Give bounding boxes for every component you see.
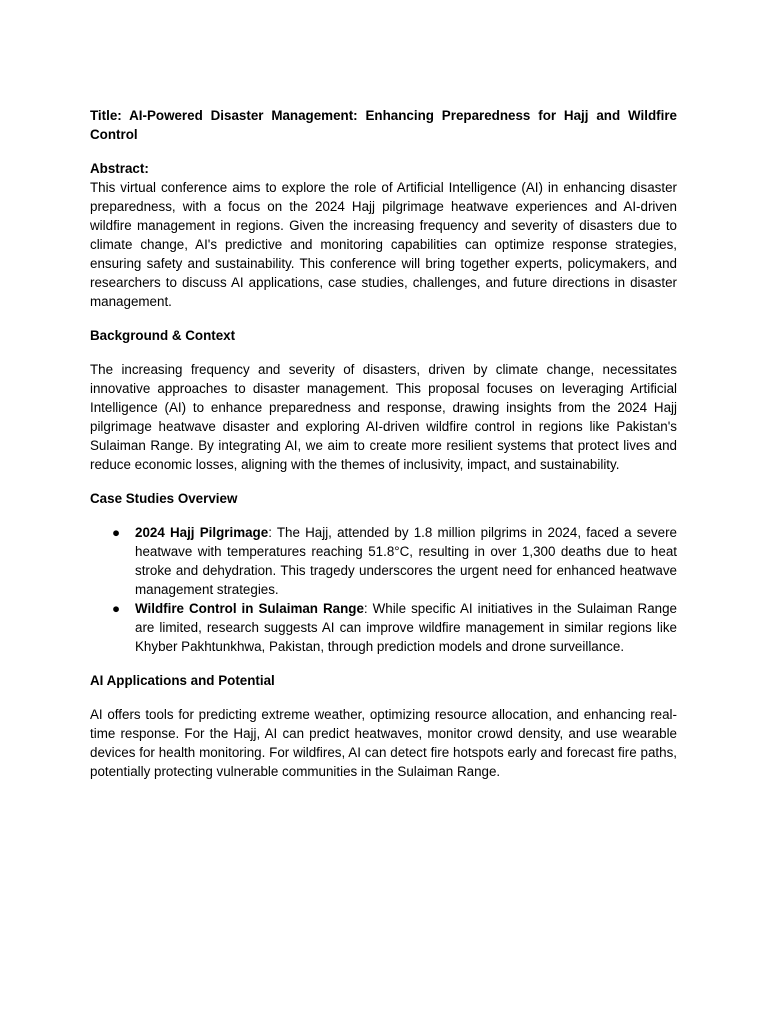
abstract-heading: Abstract: [90, 161, 149, 176]
background-heading: Background & Context [90, 328, 236, 343]
bullet-icon: ● [112, 525, 121, 540]
document-title: Title: AI-Powered Disaster Management: Enhancing Preparedness for Hajj and Wildfire Control [90, 108, 677, 142]
case-study-text: : While specific AI initiatives in the Sulaiman Range are limited, research suggests AI can improve wildfire management in similar regions like Khyber Pakhtunkhwa, Pakistan, through prediction models and drone surveillance. [135, 601, 677, 654]
document-page [90, 106, 677, 781]
list-item [112, 599, 677, 656]
case-studies-heading: Case Studies Overview [90, 491, 238, 506]
bullet-icon: ● [112, 601, 121, 616]
case-study-lead: Wildfire Control in Sulaiman Range [135, 601, 364, 616]
abstract-body: This virtual conference aims to explore the role of Artificial Intelligence (AI) in enhancing disaster preparedness, with a focus on the 2024 Hajj pilgrimage heatwave experiences and AI-driven wildfire management in regions. Given the increasing frequency and severity of disasters due to climate change, AI's predictive and monitoring capabilities can optimize response strategies, ensuring safety and sustainability. This conference will bring together experts, policymakers, and researchers to discuss AI applications, case studies, challenges, and future directions in disaster management. [90, 180, 677, 309]
list-item [112, 523, 677, 599]
ai-applications-heading: AI Applications and Potential [90, 673, 275, 688]
ai-applications-body: AI offers tools for predicting extreme weather, optimizing resource allocation, and enhancing real-time response. For the Hajj, AI can predict heatwaves, monitor crowd density, and use wearable devices for health monitoring. For wildfires, AI can detect fire hotspots early and forecast fire paths, potentially protecting vulnerable communities in the Sulaiman Range. [90, 707, 677, 779]
case-study-text: : The Hajj, attended by 1.8 million pilgrims in 2024, faced a severe heatwave with temperatures reaching 51.8°C, resulting in over 1,300 deaths due to heat stroke and dehydration. This tragedy underscores the urgent need for enhanced heatwave management strategies. [135, 525, 677, 597]
case-studies-list [90, 523, 677, 656]
background-body: The increasing frequency and severity of disasters, driven by climate change, necessitates innovative approaches to disaster management. This proposal focuses on leveraging Artificial Intelligence (AI) to enhance preparedness and response, drawing insights from the 2024 Hajj pilgrimage heatwave disaster and exploring AI-driven wildfire control in regions like Pakistan's Sulaiman Range. By integrating AI, we aim to create more resilient systems that protect lives and reduce economic losses, aligning with the themes of inclusivity, impact, and sustainability. [90, 362, 677, 472]
case-study-lead: 2024 Hajj Pilgrimage [135, 525, 269, 540]
